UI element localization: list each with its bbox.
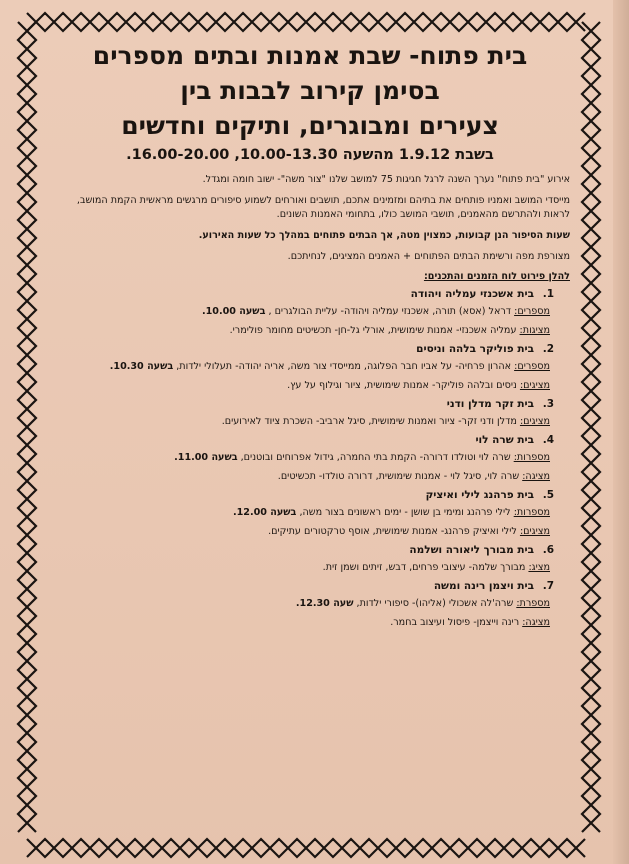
house-name-text: בית ויצמן רינה ומשה bbox=[433, 580, 534, 592]
house-number: 7. bbox=[542, 580, 554, 592]
house-entry bbox=[50, 434, 570, 483]
house-name-text: בית זקר מדלן ודני bbox=[446, 398, 534, 410]
event-date-line: בשבת 1.9.12 מהשעה 10.00-13.30, 16.00-20.00. bbox=[126, 147, 494, 163]
house-number: 2. bbox=[542, 343, 554, 355]
house-detail-line bbox=[50, 525, 550, 538]
house-name bbox=[50, 580, 554, 592]
schedule-heading: להלן פירוט לוח הזמנים והתכנים: bbox=[423, 271, 570, 282]
detail-label: מספרות: bbox=[513, 507, 550, 518]
invitation-paragraph: מייסדי המושב ואמניו פותחים את בתיהם ומזמינים אתכם, תושבים ואורחים לשמוע סיפורים מרגשים מראשית הקמת המושב, לראות ולהתרשם מהאמנים, תושבי המושב כולו, בתחומי האמנות השונים. bbox=[76, 195, 570, 220]
house-detail-line bbox=[50, 324, 550, 337]
detail-text: ניסים ובלהה פוליקר- אמנות שימושית, ציור וגילוף על עץ. bbox=[287, 380, 517, 391]
title-line-3: צעירים ומבוגרים, ותיקים וחדשים bbox=[121, 111, 499, 140]
house-name-text: בית שרה לוי bbox=[475, 434, 534, 446]
house-detail-line bbox=[50, 616, 550, 629]
detail-text: שרה'לה אשכולי (אליהו)- סיפורי ילדות, bbox=[353, 598, 514, 609]
story-time: שעה 12.30. bbox=[295, 598, 354, 609]
detail-label: מספרות: bbox=[513, 452, 550, 463]
detail-label: מספרים: bbox=[514, 361, 550, 372]
detail-text: שרה לוי וטולדו דרורה- הקמת בתי החמרה, גידול אפרוחים ובוטנים, bbox=[237, 452, 511, 463]
detail-label: מציגה: bbox=[522, 617, 550, 628]
house-name bbox=[50, 343, 554, 355]
house-number: 1. bbox=[542, 288, 554, 300]
house-name-text: בית פוליקר בלהה וניסים bbox=[416, 343, 534, 355]
detail-text: לילי פרהנג ומימי בן שושן - ימים ראשונים בצור משה, bbox=[296, 507, 511, 518]
house-detail-line bbox=[50, 470, 550, 483]
detail-text: אהרון פרחיה- על אביו חבר הפלוגה, ממייסדי צור משה, אריה יהודה- תעלולי ילדות, bbox=[173, 361, 512, 372]
house-detail-line bbox=[50, 360, 550, 373]
house-list bbox=[50, 288, 570, 629]
story-hours-paragraph: שעות הסיפור הנן קבועות, כמצוין מטה, אך הבתים פתוחים במהלך כל שעות האירוע. bbox=[198, 230, 570, 241]
house-name bbox=[50, 489, 554, 501]
house-entry bbox=[50, 398, 570, 428]
title-line-2: בסימן קירוב לבבות בין bbox=[180, 76, 440, 105]
detail-label: מציגים: bbox=[519, 380, 550, 391]
house-entry bbox=[50, 288, 570, 337]
detail-text: דראל (אסא) תורה, אשכנזי עמליה ויהודה- עליית הבולגרים , bbox=[265, 306, 512, 317]
house-name bbox=[50, 544, 554, 556]
house-detail-line bbox=[50, 451, 550, 464]
detail-label: מציגים: bbox=[519, 526, 550, 537]
house-detail-line bbox=[50, 506, 550, 519]
house-entry bbox=[50, 544, 570, 574]
house-detail-line bbox=[50, 561, 550, 574]
house-number: 3. bbox=[542, 398, 554, 410]
house-detail-line bbox=[50, 597, 550, 610]
detail-text: מדלן ודני זקר- ציור ואמנות שימושית, סיגל ארביב- השכרת ציוד לאירועים. bbox=[221, 416, 517, 427]
house-name-text: בית פרהנג לילי ואיציק bbox=[425, 489, 534, 501]
house-detail-line bbox=[50, 379, 550, 392]
detail-text: שרה לוי, סיגל לוי - אמנות שימושית, דרורה טולדו- תכשיטים. bbox=[277, 471, 520, 482]
story-time: בשעה 10.30. bbox=[109, 361, 174, 372]
house-name-text: בית מבורך ליאורה ושלמה bbox=[409, 544, 534, 556]
detail-label: מספרים: bbox=[514, 306, 550, 317]
house-name bbox=[50, 398, 554, 410]
story-time: בשעה 10.00. bbox=[201, 306, 266, 317]
detail-label: מציגים: bbox=[519, 416, 550, 427]
title-line-1: בית פתוח- שבת אמנות ובתים מספרים bbox=[92, 41, 528, 70]
detail-label: מציגה: bbox=[522, 471, 550, 482]
detail-text: מבורך שלמה- עיצובי פרחים, דבש, זיתים ושמן זית. bbox=[322, 562, 526, 573]
flyer-title bbox=[50, 38, 570, 143]
house-number: 4. bbox=[542, 434, 554, 446]
detail-text: רינה וייצמן- פיסול ועיצוב בחמר. bbox=[390, 617, 520, 628]
detail-text: עמליה אשכנזי- אמנות שימושית, אורלי גל-חן- תכשיטים מחומר פולימרי. bbox=[229, 325, 517, 336]
flyer-content bbox=[50, 38, 570, 838]
house-number: 6. bbox=[542, 544, 554, 556]
map-note-paragraph: מצורפת מפה ורשימת הבתים הפתוחים + האמנים המציגים, לנחיתכם. bbox=[287, 251, 570, 262]
house-entry bbox=[50, 489, 570, 538]
house-name bbox=[50, 288, 554, 300]
house-name bbox=[50, 434, 554, 446]
house-detail-line bbox=[50, 305, 550, 318]
house-name-text: בית אשכנזי עמליה ויהודה bbox=[410, 288, 534, 300]
house-detail-line bbox=[50, 415, 550, 428]
detail-text: לילי ואיציק פרהנג- אמנות שימושית, אוסף טרקטורים עתיקים. bbox=[268, 526, 517, 537]
house-entry bbox=[50, 580, 570, 629]
intro-paragraph: אירוע "בית פתוח" נערך השנה לרגל חגיגות 75 למושב שלנו "צור משה"- ישוב חומה ומגדל. bbox=[202, 174, 570, 185]
story-time: בשעה 12.00. bbox=[232, 507, 297, 518]
house-number: 5. bbox=[542, 489, 554, 501]
story-time: בשעה 11.00. bbox=[174, 452, 238, 463]
detail-label: מציגות: bbox=[519, 325, 550, 336]
detail-label: מספרת: bbox=[516, 598, 550, 609]
detail-label: מציג: bbox=[528, 562, 550, 573]
house-entry bbox=[50, 343, 570, 392]
